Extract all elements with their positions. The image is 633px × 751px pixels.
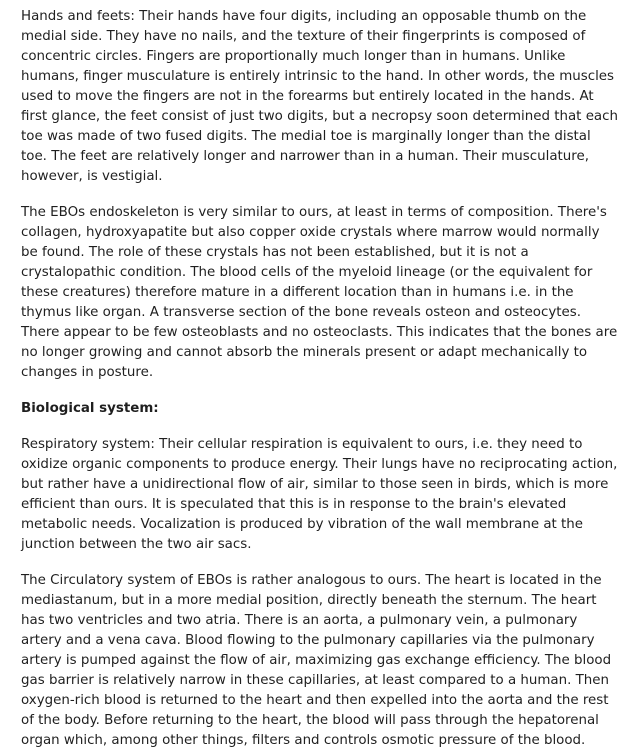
section-heading-biological-system: Biological system:: [21, 401, 159, 416]
paragraph-circulatory-system: The Circulatory system of EBOs is rather analogous to ours. The heart is located in the mediastanum, but in a more medial position, directly beneath the sternum. The heart has two ventricles and two atria. There is an aorta, a pulmonary vein, a pulmonary artery and a vena cava. Blood flowing to the pulmonary capillaries via the pulmonary artery is pumped against the flow of air, maximizing gas exchange efficiency. The blood gas barrier is relatively narrow in these capillaries, at least compared to a human. Then oxygen-rich blood is returned to the heart and then expelled into the aorta and the rest of the body. Before returning to the heart, the blood will pass through the hepatorenal organ which, among other things, filters and controls osmotic pressure of the blood.: [21, 573, 612, 748]
paragraph-endoskeleton: The EBOs endoskeleton is very similar to ours, at least in terms of composition. There's collagen, hydroxyapatite but also copper oxide crystals where marrow would normally be found. The role of these crystals has not been established, but it is not a crystalopathic condition. The blood cells of the myeloid lineage (or the equivalent for these creatures) therefore mature in a different location than in humans i.e. in the thymus like organ. A transverse section of the bone reveals osteon and osteocytes. There appear to be few osteoblasts and no osteoclasts. This indicates that the bones are no longer growing and cannot absorb the minerals present or adapt mechanically to changes in posture.: [21, 205, 618, 380]
paragraph-hands-and-feet: Hands and feets: Their hands have four digits, including an opposable thumb on the medial side. They have no nails, and the texture of their fingerprints is composed of concentric circles. Fingers are proportionally much longer than in humans. Unlike humans, finger musculature is entirely intrinsic to the hand. In other words, the muscles used to move the fingers are not in the forearms but entirely located in the hands. At first glance, the feet consist of just two digits, but a necropsy soon determined that each toe was made of two fused digits. The medial toe is marginally longer than the distal toe. The feet are relatively longer and narrower than in a human. Their musculature, however, is vestigial.: [21, 9, 618, 184]
paragraph-respiratory-system: Respiratory system: Their cellular respiration is equivalent to ours, i.e. they need to oxidize organic components to produce energy. Their lungs have no reciprocating action, but rather have a unidirectional flow of air, similar to those seen in birds, which is more efficient than ours. It is speculated that this is in response to the brain's elevated metabolic needs. Vocalization is produced by vibration of the wall membrane at the junction between the two air sacs.: [21, 437, 618, 552]
